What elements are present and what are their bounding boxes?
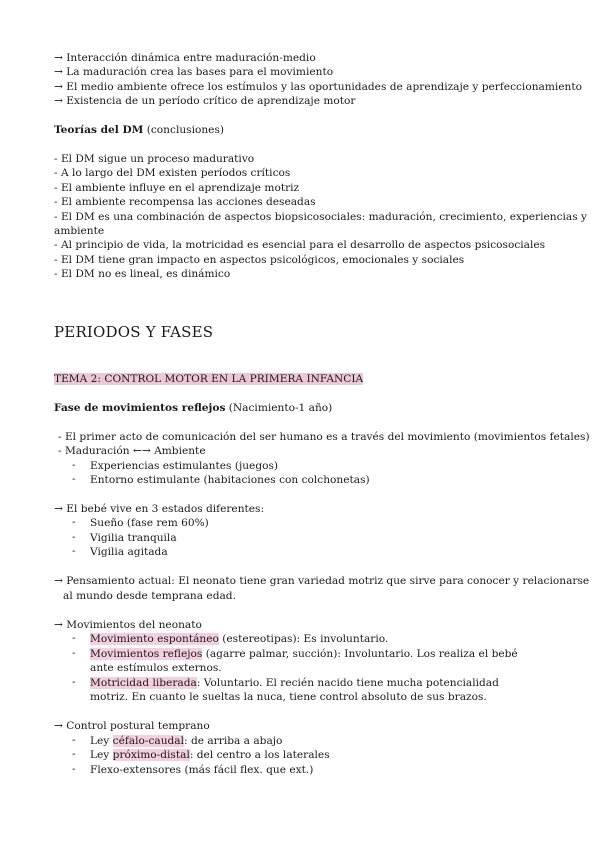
- item-prefix: Ley: [90, 735, 113, 747]
- intro-line: → Existencia de un período crítico de aprendizaje motor: [54, 95, 356, 107]
- list-item: Entorno estimulante (habitaciones con colchonetas): [90, 474, 370, 486]
- teorias-item: - El DM no es lineal, es dinámico: [54, 268, 231, 280]
- tema-highlight: TEMA 2: CONTROL MOTOR EN LA PRIMERA INFANCIA: [54, 373, 364, 385]
- fase-heading: [54, 401, 332, 415]
- list-item: Experiencias estimulantes (juegos): [90, 460, 279, 472]
- list-item: Vigilia tranquila: [90, 532, 177, 544]
- pensamiento-line: → Pensamiento actual: El neonato tiene gran variedad motriz que sirve para conocer y relacionarse: [54, 575, 590, 587]
- teorias-subtitle: (conclusiones): [143, 124, 225, 136]
- teorias-title: Teorías del DM: [54, 124, 144, 136]
- list-item: Vigilia agitada: [90, 546, 168, 558]
- teorias-item: - El DM tiene gran impacto en aspectos psicológicos, emocionales y sociales: [54, 254, 465, 266]
- list-item: [90, 734, 282, 748]
- intro-line: → La maduración crea las bases para el movimiento: [54, 66, 334, 78]
- highlighted-term: Movimiento espontáneo: [90, 633, 219, 645]
- item-text: : Voluntario. El recién nacido tiene mucha potencialidad motriz. En cuanto le sueltas la nuca, tiene control absoluto de sus brazos.: [90, 677, 499, 703]
- teorias-item: - El ambiente recompensa las acciones deseadas: [54, 196, 316, 208]
- document-page: → Interacción dinámica entre maduración-medio → La maduración crea las bases para el movimiento → El medio ambiente ofrece los estímulos y las oportunidades de aprendizaje y perfeccionamiento → Existencia de un período crítico de aprendizaje motor Teorías del DM (conclusiones) - El DM sigue un proceso madurativo - A lo largo del DM existen períodos críticos - El ambiente influye en el aprendizaje motriz - El ambiente recompensa las acciones deseadas - El DM es una combinación de aspectos biopsicosociales: maduración, crecimiento, experiencias y ambiente - Al principio de vida, la motricidad es esencial para el desarrollo de aspectos psicosociales - El DM tiene gran impacto en aspectos psicológicos, emocionales y sociales - El DM no es lineal, es dinámico PERIODOS Y FASES TEMA 2: CONTROL MOTOR EN LA PRIMERA INFANCIA Fase de movimientos reflejos (Nacimiento-1 año) - El primer acto de comunicación del ser humano es a través del movimiento (movimientos fetales) - Maduración ←→ Ambiente - Experiencias estimulantes (juegos) - Entorno estimulante (habitaciones con colchonetas) → El bebé vive en 3 estados diferentes: - Sueño (fase rem 60%) - Vigilia tranquila - Vigilia agitada → Pensamiento actual: El neonato tiene gran variedad motriz que sirve para conocer y relacionarse al mundo desde temprana edad. → Movimientos del neonato - Movimiento espontáneo (estereotipas): Es involuntario. - Movimientos reflejos (agarre palmar, succión): Involuntario. Los realiza el bebé ante estímulos externos. - Motricidad liberada: Voluntario. El recién nacido tiene mucha potencialidad motriz. En cuanto le sueltas la nuca, tiene control absoluto de sus brazos. → Control postural temprano - Ley céfalo-caudal: de arriba a abajo - Ley próximo-distal: del centro a los laterales - Flexo-extensores (más fácil flex. que ext.): [54, 52, 590, 776]
- fase-subtitle: (Nacimiento-1 año): [225, 402, 333, 414]
- teorias-item: - A lo largo del DM existen períodos críticos: [54, 167, 291, 179]
- highlighted-term: céfalo-caudal: [112, 735, 185, 747]
- pensamiento-line: al mundo desde temprana edad.: [63, 590, 236, 602]
- item-text: Flexo-extensores (más fácil flex. que ext.): [90, 764, 314, 776]
- teorias-item: - El DM sigue un proceso madurativo: [54, 153, 255, 165]
- teorias-item: - El ambiente influye en el aprendizaje motriz: [54, 182, 300, 194]
- list-item: [90, 748, 330, 762]
- postural-label: → Control postural temprano: [54, 720, 210, 732]
- teorias-heading: [54, 123, 224, 137]
- highlighted-term: Movimientos reflejos: [90, 648, 203, 660]
- item-text: : del centro a los laterales: [189, 749, 330, 761]
- list-item: [90, 676, 530, 704]
- maduracion-label: - Maduración ←→ Ambiente: [58, 445, 206, 457]
- intro-line: → El medio ambiente ofrece los estímulos y las oportunidades de aprendizaje y perfeccionamiento: [54, 81, 582, 93]
- teorias-item: ambiente: [54, 225, 105, 237]
- tema-heading: [54, 372, 363, 386]
- item-prefix: Ley: [90, 749, 113, 761]
- item-text: : de arriba a abajo: [184, 735, 283, 747]
- teorias-item: - Al principio de vida, la motricidad es esencial para el desarrollo de aspectos psicosociales: [54, 239, 546, 251]
- intro-line: → Interacción dinámica entre maduración-medio: [54, 52, 316, 64]
- highlighted-term: Motricidad liberada: [90, 677, 197, 689]
- neonato-label: → Movimientos del neonato: [54, 619, 202, 631]
- fase-title: Fase de movimientos reflejos: [54, 402, 226, 414]
- list-item: [90, 763, 313, 777]
- comunicacion-line: - El primer acto de comunicación del ser humano es a través del movimiento (movimientos fetales): [58, 431, 590, 443]
- teorias-item: - El DM es una combinación de aspectos biopsicosociales: maduración, crecimiento, experiencias y: [54, 211, 587, 223]
- list-item: Sueño (fase rem 60%): [90, 517, 209, 529]
- item-text: (estereotipas): Es involuntario.: [218, 633, 389, 645]
- highlighted-term: próximo-distal: [112, 749, 190, 761]
- list-item: [90, 632, 388, 646]
- section-title: PERIODOS Y FASES: [54, 323, 214, 341]
- estados-label: → El bebé vive en 3 estados diferentes:: [54, 503, 265, 515]
- list-item: [90, 647, 530, 675]
- item-text: (agarre palmar, succión): Involuntario. Los realiza el bebé ante estímulos externos.: [90, 648, 518, 674]
